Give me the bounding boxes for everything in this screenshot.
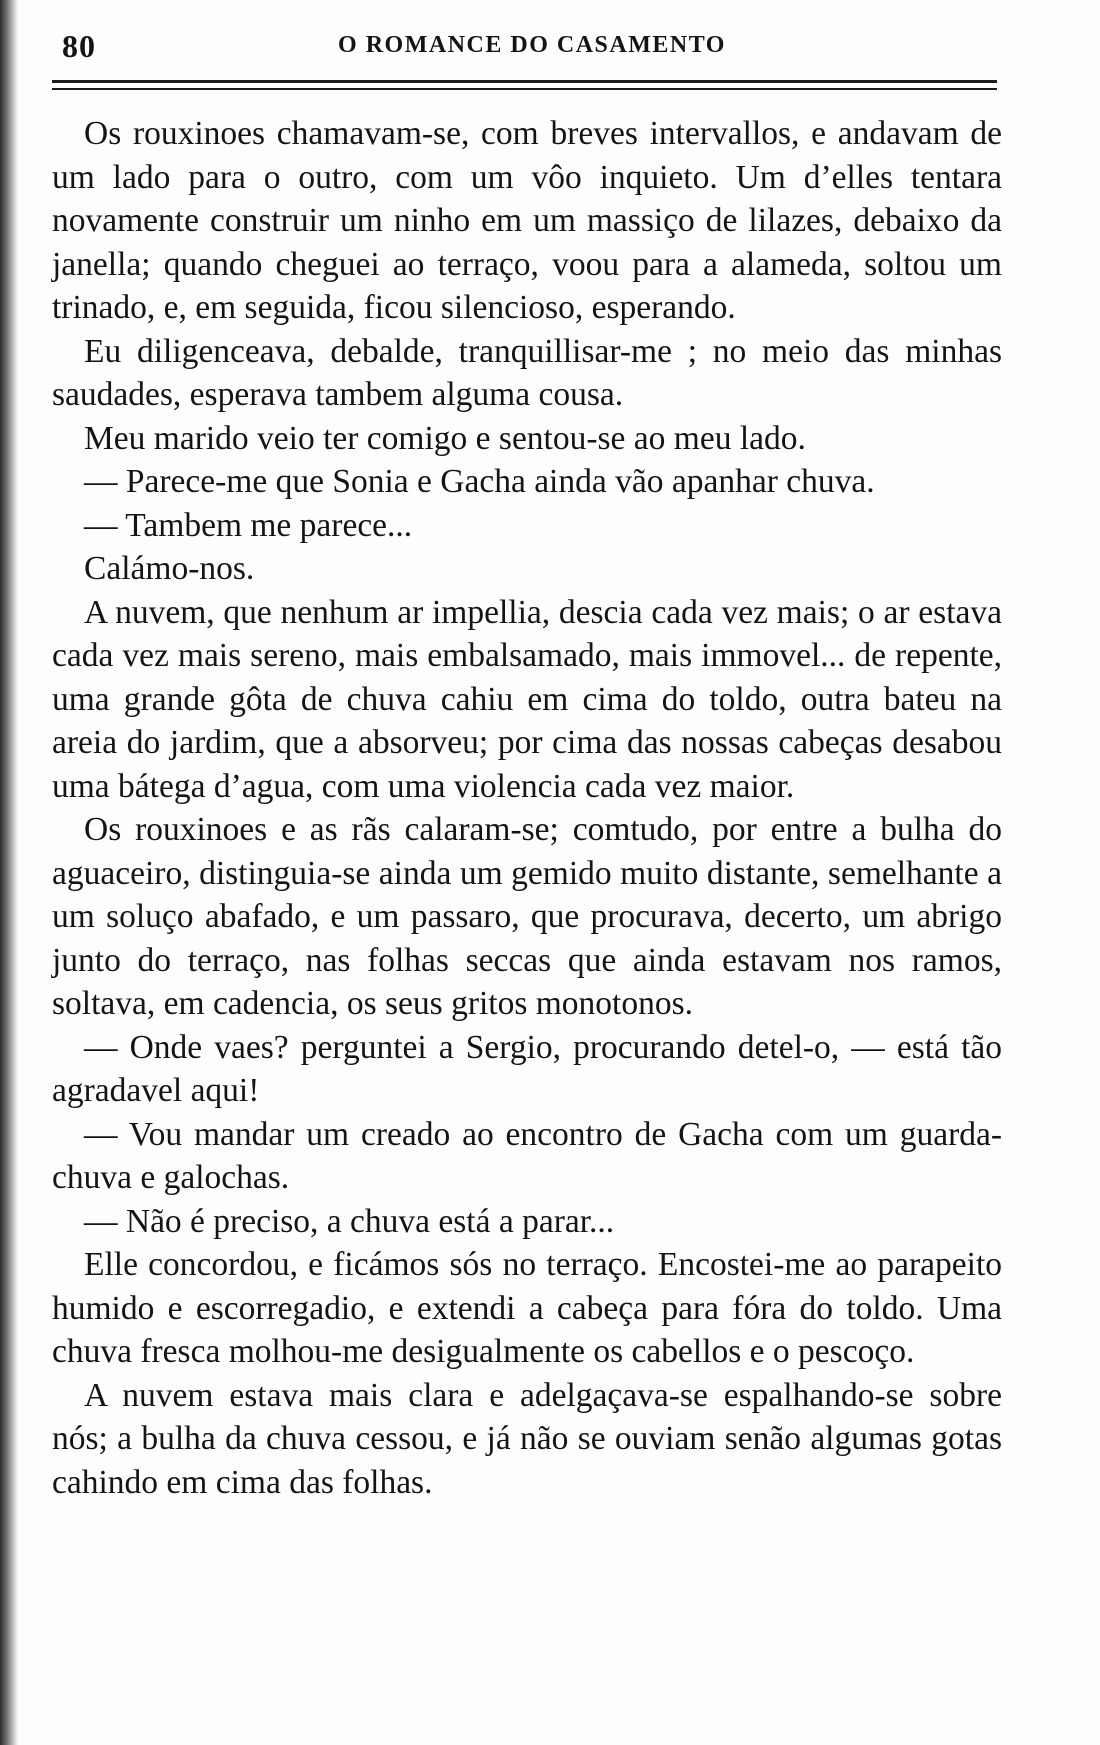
dialogue-line: — Vou mandar um creado ao encontro de Gacha com um guarda-chuva e galochas. <box>52 1115 1002 1196</box>
dialogue-line: — Parece-me que Sonia e Gacha ainda vão apanhar chuva. <box>84 463 875 500</box>
body-text <box>52 112 1002 1504</box>
paragraph: A nuvem, que nenhum ar impellia, descia cada vez mais; o ar estava cada vez mais sereno, mais embalsamado, mais immovel... de repente, uma grande gôta de chuva cahiu em cima do toldo, outra bateu na areia do jardim, que a absorveu; por cima das nossas cabeças desabou uma bátega d’agua, com uma violencia cada vez maior. <box>52 593 1002 805</box>
paragraph: Meu marido veio ter comigo e sentou-se ao meu lado. <box>84 419 806 457</box>
header-rule-bottom <box>52 88 997 90</box>
paragraph: Elle concordou, e ficámos sós no terraço. Encostei-me ao parapeito humido e escorregadio, e extendi a cabeça para fóra do toldo. Uma chuva fresca molhou-me desigualmente os cabellos e o pescoço. <box>52 1246 1002 1370</box>
dialogue-line: — Não é preciso, a chuva está a parar... <box>84 1202 615 1240</box>
paragraph: Os rouxinoes chamavam-se, com breves intervallos, e andavam de um lado para o outro, com um vôo inquieto. Um d’elles tentara novamente construir um ninho em um massiço de lilazes, debaixo da janella; quando cheguei ao terraço, voou para a alameda, soltou um trinado, e, em seguida, ficou silencioso, esperando. <box>52 115 1002 326</box>
paragraph: Calámo-nos. <box>84 550 255 587</box>
page-header <box>62 22 1002 74</box>
paragraph: Os rouxinoes e as rãs calaram-se; comtudo, por entre a bulha do aguaceiro, distinguia-se ainda um gemido muito distante, semelhante a um soluço abafado, e um passaro, que procurava, decerto, um abrigo junto do terraço, nas folhas seccas que ainda estavam nos ramos, soltava, em cadencia, os seus gritos monotonos. <box>52 811 1002 1022</box>
paragraph: A nuvem estava mais clara e adelgaçava-se espalhando-se sobre nós; a bulha da chuva cessou, e já não se ouviam senão algumas gotas cahindo em cima das folhas. <box>52 1376 1002 1501</box>
running-title: O ROMANCE DO CASAMENTO <box>338 32 726 58</box>
dialogue-line: — Tambem me parece... <box>84 506 413 544</box>
paragraph: Eu diligenceava, debalde, tranquillisar-me ; no meio das minhas saudades, esperava tambem alguma cousa. <box>52 332 1002 413</box>
page-binding-shadow <box>0 0 18 1745</box>
page-number: 80 <box>62 28 96 64</box>
header-rule-top <box>52 80 997 83</box>
dialogue-line: — Onde vaes? perguntei a Sergio, procurando detel-o, — está tão agradavel aqui! <box>52 1028 1002 1109</box>
